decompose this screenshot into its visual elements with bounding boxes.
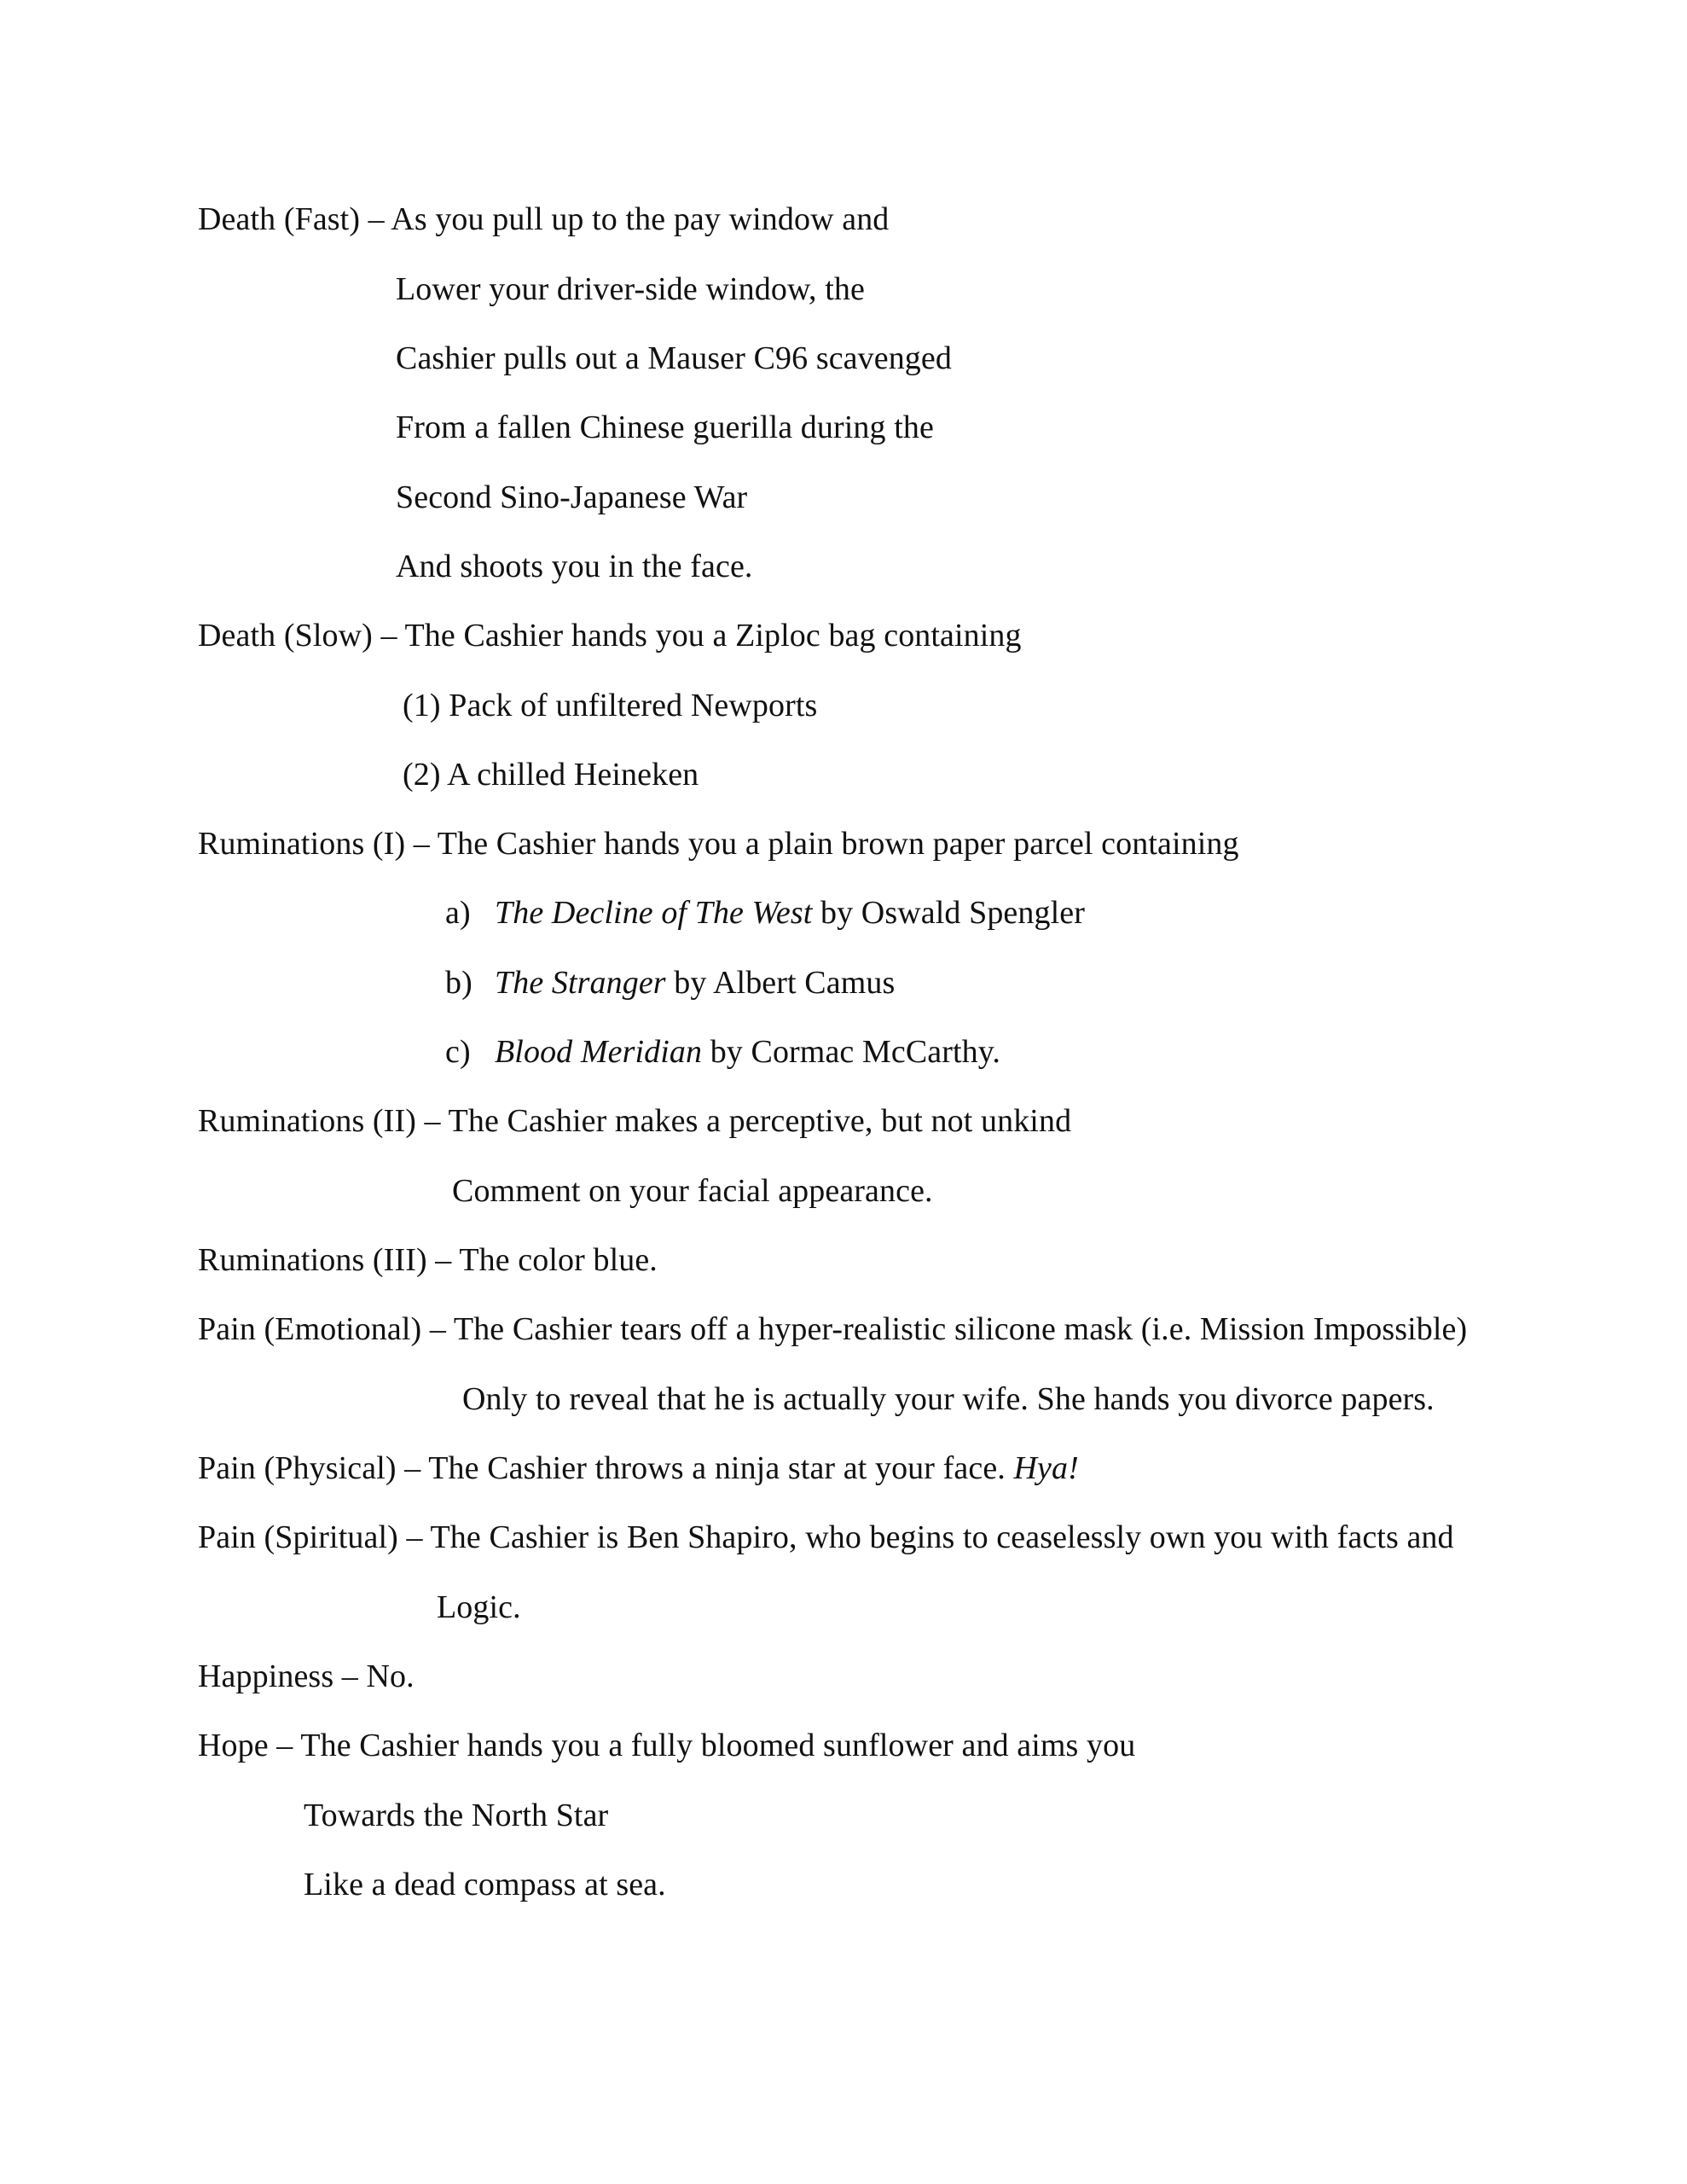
list-marker: a): [445, 895, 471, 931]
book-list-item: [445, 961, 895, 1004]
entry-death-fast-line: And shoots you in the face.: [396, 549, 753, 584]
entry-pain-emotional-heading: Pain (Emotional) – The Cashier tears off a hyper-realistic silicone mask (i.e. Mission Impossible): [198, 1311, 1468, 1347]
entry-death-fast-line: From a fallen Chinese guerilla during the: [396, 410, 934, 445]
entry-death-slow-line: (1) Pack of unfiltered Newports: [403, 688, 818, 723]
entry-ruminations-2-line: Comment on your facial appearance.: [452, 1173, 933, 1209]
list-marker: c): [445, 1034, 471, 1070]
entry-pain-spiritual-line: Logic.: [437, 1589, 521, 1625]
entry-pain-emotional-line: Only to reveal that he is actually your wife. She hands you divorce papers.: [462, 1381, 1435, 1417]
entry-pain-physical-heading: [198, 1447, 1079, 1490]
entry-hope-heading: Hope – The Cashier hands you a fully bloomed sunflower and aims you: [198, 1728, 1136, 1763]
book-author: by Cormac McCarthy.: [702, 1034, 1000, 1070]
entry-death-slow-heading: Death (Slow) – The Cashier hands you a Ziploc bag containing: [198, 618, 1022, 653]
entry-ruminations-2-heading: Ruminations (II) – The Cashier makes a perceptive, but not unkind: [198, 1103, 1072, 1139]
heading-text: Pain (Physical) – The Cashier throws a ninja star at your face.: [198, 1450, 1014, 1486]
entry-hope-line: Towards the North Star: [304, 1798, 609, 1833]
book-title: The Stranger: [495, 965, 666, 1001]
heading-italic-text: Hya!: [1013, 1450, 1079, 1486]
entry-death-fast-heading: Death (Fast) – As you pull up to the pay window and: [198, 201, 890, 237]
book-list-item: [445, 892, 1085, 934]
book-author: by Oswald Spengler: [812, 895, 1085, 931]
entry-hope-line: Like a dead compass at sea.: [304, 1867, 666, 1902]
entry-death-fast-line: Second Sino-Japanese War: [396, 479, 748, 515]
entry-happiness-heading: Happiness – No.: [198, 1658, 415, 1694]
entry-ruminations-1-heading: Ruminations (I) – The Cashier hands you a plain brown paper parcel containing: [198, 826, 1239, 862]
entry-ruminations-3-heading: Ruminations (III) – The color blue.: [198, 1242, 658, 1278]
entry-pain-spiritual-heading: Pain (Spiritual) – The Cashier is Ben Shapiro, who begins to ceaselessly own you with facts and: [198, 1519, 1454, 1555]
entry-death-slow-line: (2) A chilled Heineken: [403, 757, 699, 793]
book-list-item: [445, 1031, 1000, 1073]
entry-death-fast-line: Lower your driver-side window, the: [396, 271, 865, 307]
book-author: by Albert Camus: [665, 965, 896, 1001]
entry-death-fast-line: Cashier pulls out a Mauser C96 scavenged: [396, 340, 952, 376]
book-title: The Decline of The West: [495, 895, 813, 931]
book-title: Blood Meridian: [495, 1034, 703, 1070]
list-marker: b): [445, 965, 472, 1001]
